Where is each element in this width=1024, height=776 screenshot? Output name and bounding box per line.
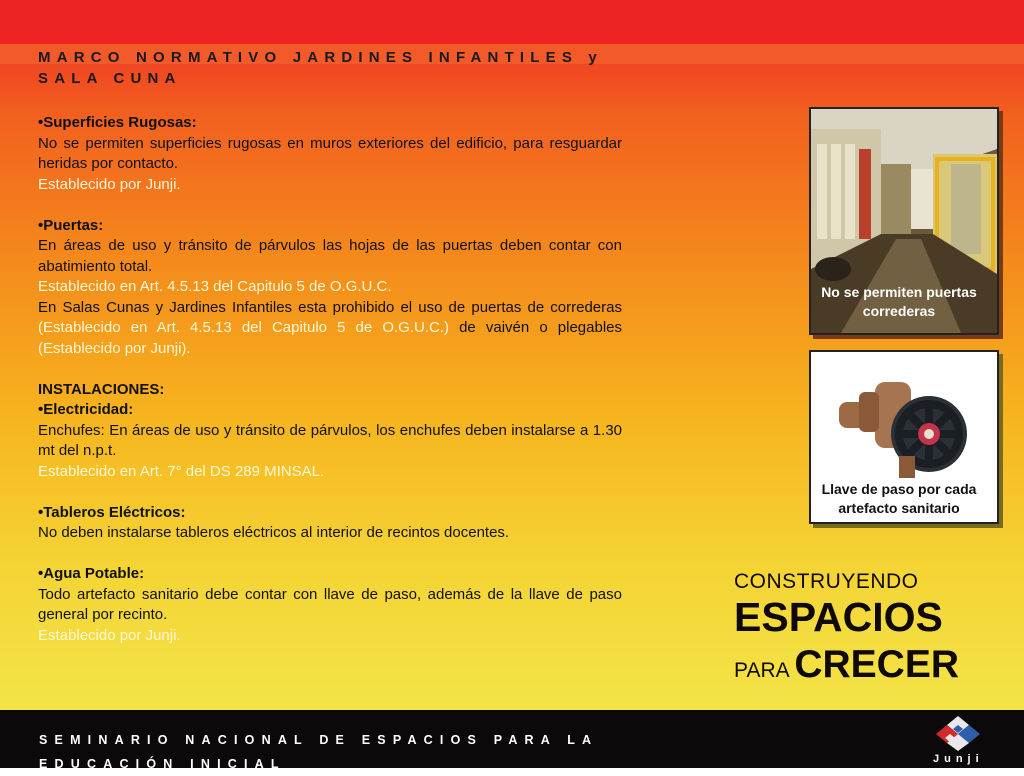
text-puertas-2 xyxy=(38,298,622,360)
heading-puertas: •Puertas: xyxy=(38,216,104,234)
caption-llave-paso: Llave de paso por cada artefacto sanitario xyxy=(821,481,977,516)
heading-instalaciones: INSTALACIONES: xyxy=(38,380,165,398)
brand-word-para: PARA xyxy=(734,659,789,682)
brand-line-construyendo: CONSTRUYENDO xyxy=(734,570,919,593)
text-puertas: En áreas de uso y tránsito de párvulos las hojas de las puertas deben contar con abatimiento total. xyxy=(38,237,622,275)
heading-electricidad: •Electricidad: xyxy=(38,401,134,418)
caption-puertas-correderas: No se permiten puertas correderas xyxy=(821,284,977,319)
text-tableros: No deben instalarse tableros eléctricos al interior de recintos docentes. xyxy=(38,524,510,541)
ref-electricidad: Establecido en Art. 7° del DS 289 MINSAL. xyxy=(38,462,325,480)
slide-title: MARCO NORMATIVO JARDINES INFANTILES y SALA CUNA xyxy=(38,49,603,87)
ref-puertas: Establecido en Art. 4.5.13 del Capitulo 5 de O.G.U.C. xyxy=(38,278,392,295)
text-agua: Todo artefacto sanitario debe contar con llave de paso, además de la llave de paso general por recinto. xyxy=(38,585,622,623)
top-red-band xyxy=(0,0,1024,44)
brand-line-espacios: ESPACIOS xyxy=(734,594,943,640)
brand-line-para-crecer xyxy=(734,640,959,696)
text-electricidad: Enchufes: En áreas de uso y tránsito de párvulos, los enchufes deben instalarse a 1.30 mt del n.p.t. xyxy=(38,421,622,459)
heading-agua: •Agua Potable: xyxy=(38,565,145,582)
ref-rugosas: Establecido por Junji. xyxy=(38,175,181,193)
heading-tableros: •Tableros Eléctricos: xyxy=(38,503,186,521)
brand-word-crecer: CRECER xyxy=(794,643,959,686)
ref-agua: Establecido por Junji. xyxy=(38,626,181,644)
brand-block xyxy=(734,570,959,696)
text-puertas-2b: de vaivén o plegables xyxy=(448,319,622,336)
logo-text: Junji xyxy=(933,753,984,765)
heading-rugosas: •Superficies Rugosas: xyxy=(38,114,197,131)
slide-body xyxy=(38,113,622,646)
footer-bar xyxy=(0,710,1024,771)
ref-puertas-2b: (Establecido por Junji). xyxy=(38,339,191,357)
text-puertas-2a: En Salas Cunas y Jardines Infantiles esta prohibido el uso de puertas de correderas xyxy=(38,298,622,316)
footer-seminar-text: SEMINARIO NACIONAL DE ESPACIOS PARA LA EDUCACIÓN INICIAL xyxy=(39,733,598,771)
junji-logo-icon xyxy=(935,714,981,752)
text-rugosas: No se permiten superficies rugosas en muros exteriores del edificio, para resguardar heridas por contacto. xyxy=(38,134,622,172)
ref-puertas-2a: (Establecido en Art. 4.5.13 del Capitulo 5 de O.G.U.C.) xyxy=(38,319,449,336)
